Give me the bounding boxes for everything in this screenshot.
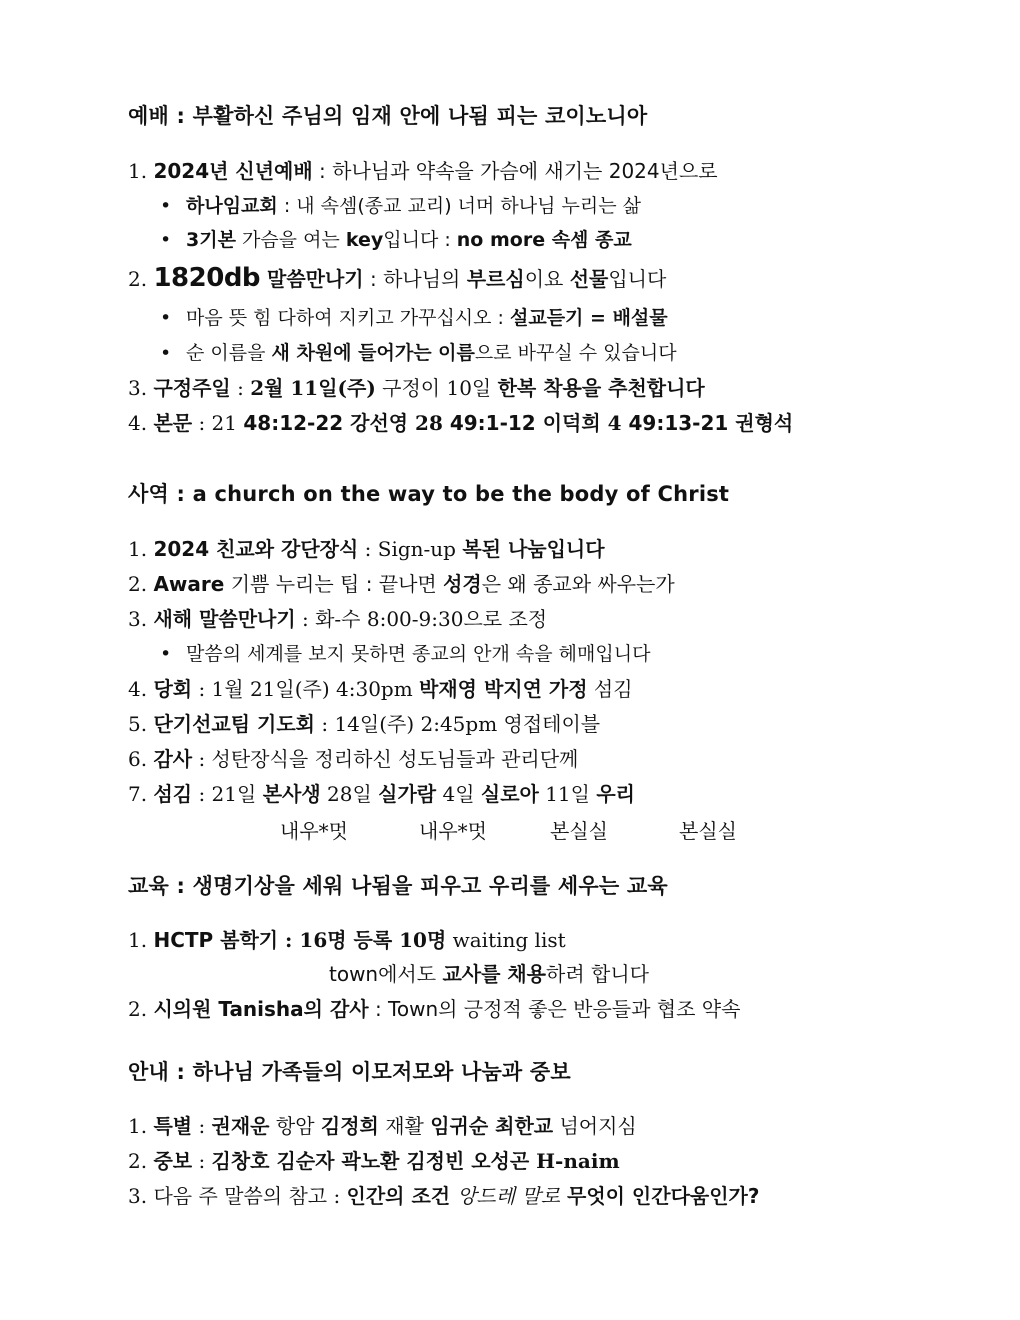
bullet-icon: • bbox=[160, 307, 172, 329]
sub-list-item: • 순 이름을 새 차원에 들어가는 이름으로 바꾸실 수 있습니다 bbox=[160, 339, 677, 367]
list-item: 4. 당회 : 1월 21일(주) 4:30pm 박재영 박지연 가정 섬김 bbox=[128, 677, 633, 701]
serving-team-4: 본실실 bbox=[679, 819, 737, 843]
list-item: 3. 구정주일 : 2월 11일(주) 구정이 10일 한복 착용을 추천합니다 bbox=[128, 376, 705, 400]
bullet-icon: • bbox=[160, 195, 172, 217]
section-title-announcements: 안내 : 하나님 가족들의 이모저모와 나눔과 중보 bbox=[128, 1060, 571, 1084]
serving-team-1: 내우*멋 bbox=[280, 819, 348, 843]
list-item: 2. Aware 기쁨 누리는 팁 : 끝나면 성경은 왜 종교와 싸우는가 bbox=[128, 572, 675, 596]
section-title-ministry: 사역 : a church on the way to be the body of Christ bbox=[128, 482, 730, 506]
list-item: 1. 2024년 신년예배 : 하나님과 약속을 가슴에 새기는 2024년으로 bbox=[128, 159, 718, 183]
section-title-worship: 예배 : 부활하신 주님의 임재 안에 나됨 피는 코이노니아 bbox=[128, 104, 648, 128]
list-item: 5. 단기선교팀 기도회 : 14일(주) 2:45pm 영접테이블 bbox=[128, 712, 601, 736]
list-item: 2. 중보 : 김창호 김순자 곽노환 김정빈 오성곤 H-naim bbox=[128, 1149, 620, 1173]
serving-team-2: 내우*멋 bbox=[419, 819, 487, 843]
list-item: 2. 시의원 Tanisha의 감사 : Town의 긍정적 좋은 반응들과 협조 약속 bbox=[128, 997, 741, 1021]
bullet-icon: • bbox=[160, 229, 172, 251]
list-item: 3. 새해 말씀만나기 : 화-수 8:00-9:30으로 조정 bbox=[128, 607, 548, 631]
sub-list-item: • 말씀의 세계를 보지 못하면 종교의 안개 속을 헤매입니다 bbox=[160, 640, 650, 668]
list-item: 3. 다음 주 말씀의 참고 : 인간의 조건 앙드레 말로 무엇이 인간다움인가? bbox=[128, 1184, 760, 1208]
list-item: 1. 특별 : 권재운 항암 김정희 재활 임귀순 최한교 넘어지심 bbox=[128, 1114, 637, 1138]
sub-list-item: • 하나임교회 : 내 속셈(종교 교리) 너머 하나님 누리는 삶 bbox=[160, 192, 641, 220]
sub-list-item: • 3기본 가슴을 여는 key입니다 : no more 속셈 종교 bbox=[160, 226, 632, 254]
list-item: 1. 2024 친교와 강단장식 : Sign-up 복된 나눔입니다 bbox=[128, 537, 605, 561]
sub-list-item: • 마음 뜻 힘 다하여 지키고 가꾸십시오 : 설교듣기 = 배설물 bbox=[160, 304, 668, 332]
serving-team-3: 본실실 bbox=[550, 819, 608, 843]
list-item: 7. 섬김 : 21일 본사생 28일 실가람 4일 실로아 11일 우리 bbox=[128, 782, 635, 806]
list-item: 4. 본문 : 21 48:12-22 강선영 28 49:1-12 이덕희 4 49:13-21 권형석 bbox=[128, 411, 794, 435]
section-title-education: 교육 : 생명기상을 세워 나됨을 피우고 우리를 세우는 교육 bbox=[128, 874, 668, 898]
list-item: 6. 감사 : 성탄장식을 정리하신 성도님들과 관리단께 bbox=[128, 747, 579, 771]
list-item: 2. 1820db 말씀만나기 : 하나님의 부르심이요 선물입니다 bbox=[128, 263, 667, 293]
bullet-icon: • bbox=[160, 342, 172, 364]
bullet-icon: • bbox=[160, 643, 172, 665]
list-item-continued: town에서도 교사를 채용하려 합니다 bbox=[329, 962, 649, 986]
list-item: 1. HCTP 봄학기 : 16명 등록 10명 waiting list bbox=[128, 928, 566, 952]
